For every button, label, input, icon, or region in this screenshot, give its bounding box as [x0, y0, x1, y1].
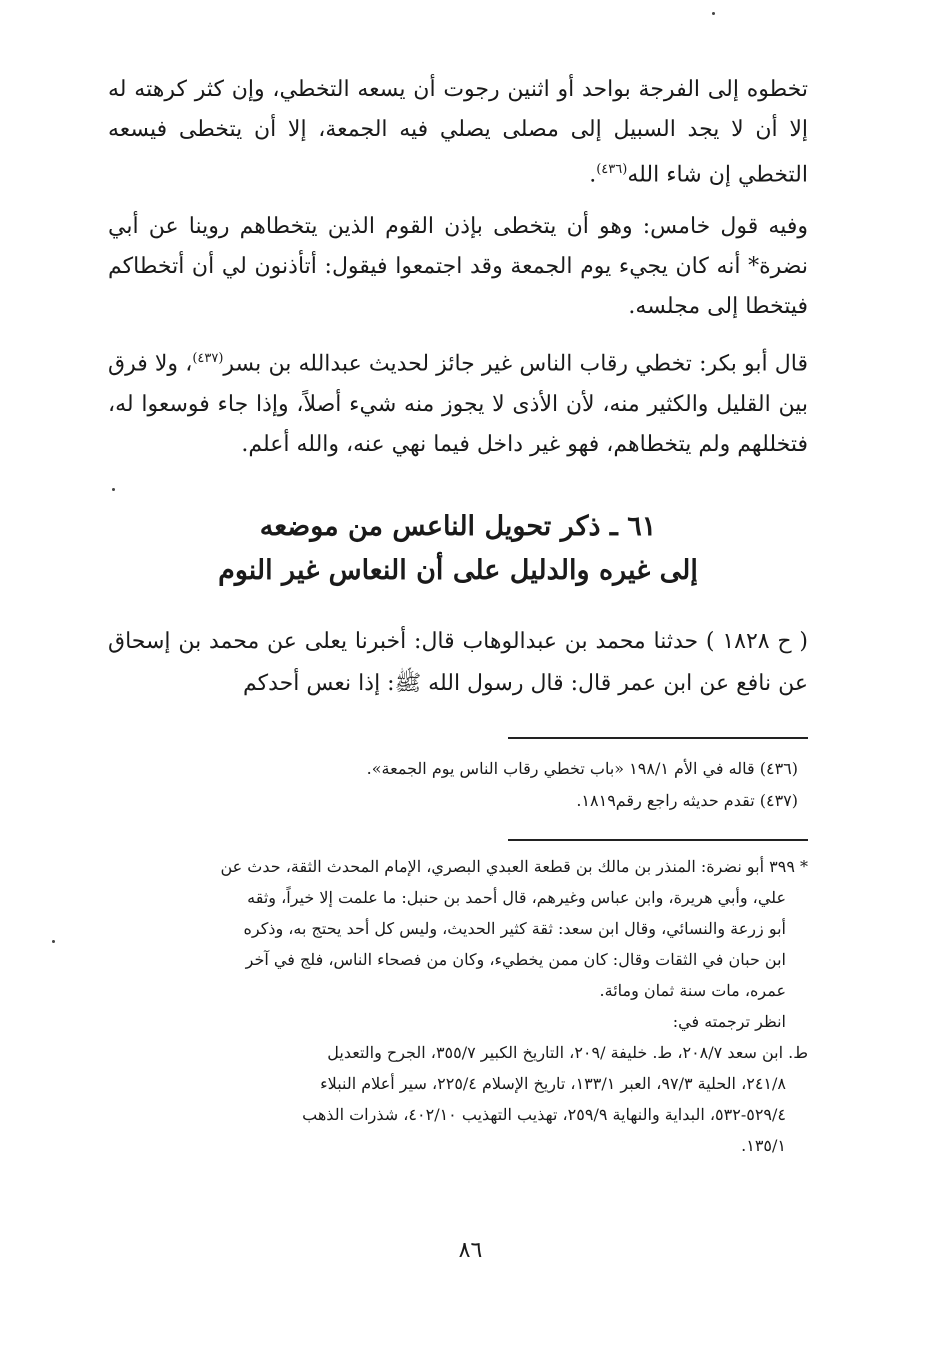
- page-body: [108, 70, 808, 1161]
- paragraph-1: تخطوه إلى الفرجة بواحد أو اثنين رجوت أن يسعه التخطي، وإن كثر كرهته له إلا أن لا يجد السبيل إلى مصلى يصلي فيه الجمعة، إلا أن يتخطى فيسعه التخطي إن شاء الله$^{(٤٣٦)}$.: [108, 77, 808, 188]
- chapter-heading-line-1: ٦١ ـ ذكر تحويل الناعس من موضعه: [259, 510, 657, 542]
- footnote-divider: [508, 737, 808, 739]
- footnote-ref-437: (٤٣٧): [192, 351, 224, 367]
- bio-line: ٢٤١/٨، الحلية ٩٧/٣، العبر ١٣٣/١، تاريخ الإسلام ٢٢٥/٤، سير أعلام النبلاء: [320, 1073, 786, 1093]
- bio-line: علي، وأبي هريرة، وابن عباس وغيرهم، قال أحمد بن حنبل: ما علمت إلا خيراً، وثقه: [247, 887, 786, 907]
- bio-line: ط. ابن سعد ٢٠٨/٧، ط. خليفة /٢٠٩، التاريخ الكبير ٣٥٥/٧، الجرح والتعديل: [327, 1042, 808, 1062]
- biography-divider: [508, 839, 808, 841]
- bio-line: ٥٢٩/٤-٥٣٢، البداية والنهاية ٢٥٩/٩، تهذيب التهذيب ٤٠٢/١٠، شذرات الذهب: [302, 1104, 786, 1124]
- footnote-ref-436: (٤٣٦): [596, 162, 628, 177]
- bio-line: ابن حبان في الثقات وقال: كان ممن يخطيء، وكان من فصحاء الناس، فلج في آخر: [245, 949, 786, 969]
- bio-line: عمره، مات سنة ثمان ومائة.: [599, 980, 786, 1000]
- page-number: ٨٦: [458, 1238, 483, 1263]
- chapter-heading: [108, 505, 808, 593]
- biography-note: [108, 851, 808, 1161]
- paragraph-2: وفيه قول خامس: وهو أن يتخطى بإذن القوم الذين يتخطاهم روينا عن أبي نضرة* أنه كان يجيء يوم الجمعة وقد اجتمعوا فيقول: أتأذنون لي أن أتخطاكم فيتخطا إلى مجلسه.: [108, 214, 808, 320]
- hadith-text: ( ح ١٨٢٨ ) حدثنا محمد بن عبدالوهاب قال: أخبرنا يعلى عن محمد بن إسحاق عن نافع عن ابن عمر قال: قال رسول الله ﷺ: إذا نعس أحدكم: [108, 628, 808, 696]
- bio-line: * ٣٩٩ أبو نضرة: المنذر بن مالك بن قطعة العبدي البصري، الإمام المحدث الثقة، حدث عن: [220, 856, 808, 876]
- bio-line: ١٣٥/١.: [741, 1135, 786, 1155]
- bio-line: أبو زرعة والنسائي، وقال ابن سعد: ثقة كثير الحديث، وليس كل أحد يحتج به، وذكره: [243, 918, 786, 938]
- paragraph-3: قال أبو بكر: تخطي رقاب الناس غير جائز لحديث عبدالله بن بسر$^{(٤٣٧)}$، ولا فرق بين القليل والكثير منه، لأن الأذى لا يجوز منه شيء أصلاً، وإذا جاء فوسعوا له، فتخللهم ولم يتخطاهم، فهو غير داخل فيما نهي عنه، والله أعلم.: [108, 351, 808, 457]
- chapter-heading-line-2: إلى غيره والدليل على أن النعاس غير النوم: [218, 554, 698, 586]
- bio-line: انظر ترجمته في:: [672, 1011, 786, 1031]
- speck: [52, 940, 55, 943]
- footnote-437: (٤٣٧) تقدم حديثه راجع رقم١٨١٩.: [576, 790, 798, 810]
- footnote-436: (٤٣٦) قاله في الأم ١٩٨/١ «باب تخطي رقاب الناس يوم الجمعة».: [366, 758, 798, 778]
- speck: [712, 12, 715, 15]
